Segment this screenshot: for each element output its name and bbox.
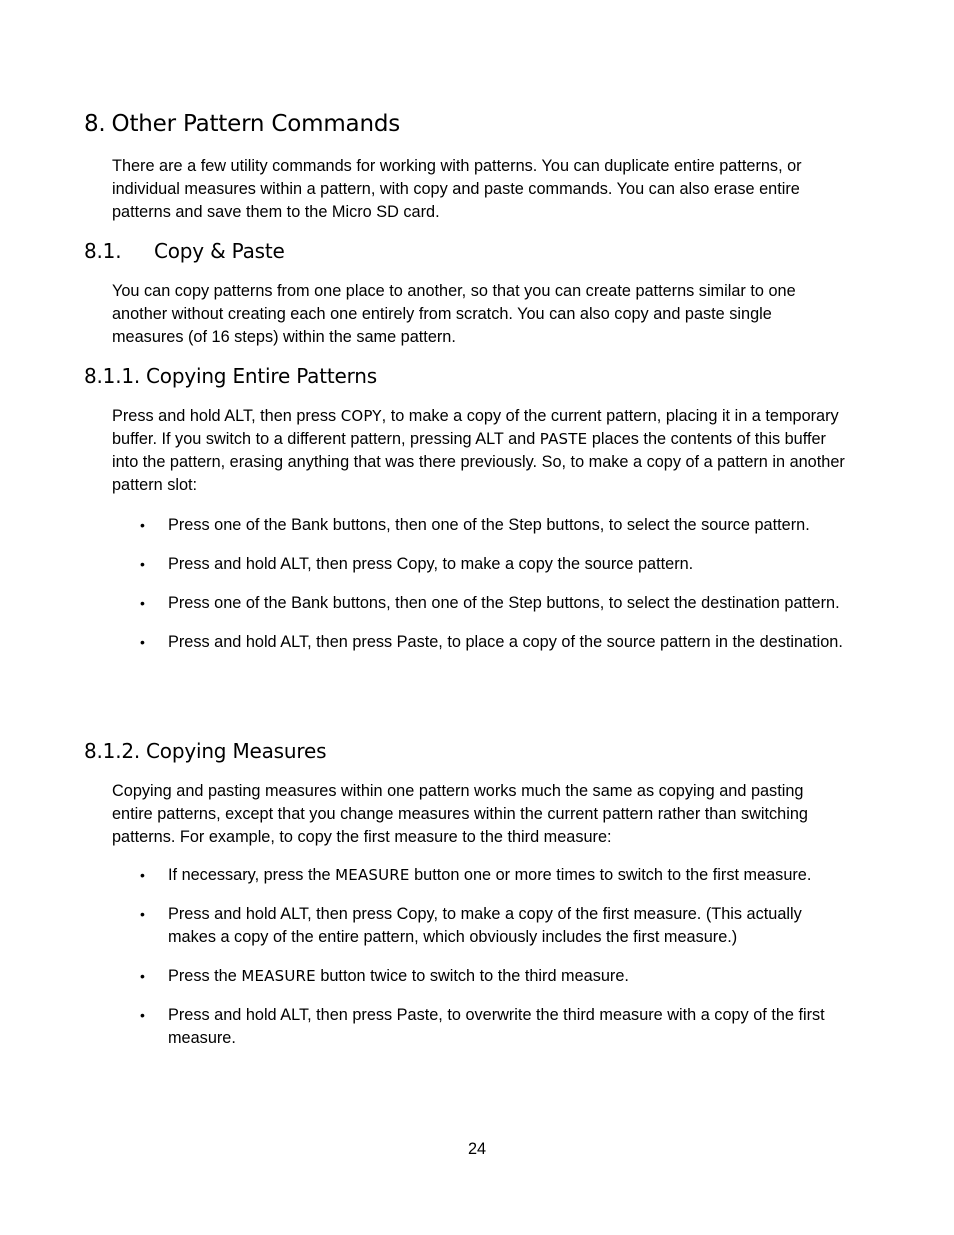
paste-button-name: PASTE [539, 430, 588, 448]
section-heading [84, 109, 400, 139]
list-item-text: Press and hold ALT, then press Paste, to place a copy of the source pattern in the destination. [168, 633, 843, 651]
subsection-heading-copying-measures [84, 738, 326, 764]
measure-button-name: MEASURE [241, 967, 316, 985]
list-item [112, 553, 847, 576]
bullet-icon: • [140, 556, 145, 572]
copying-measures-intro: Copying and pasting measures within one pattern works much the same as copying and pasting entire patterns, except that you change measures within the current pattern rather than switching patterns. For example, to copy the first measure to the third measure: [112, 782, 808, 846]
intro-text: , to make a copy of the current pattern, placing it in a temporary buffer. If you switch to a different pattern, pressing ALT and [112, 407, 839, 448]
copying-measures-steps [112, 864, 847, 1050]
subsection-heading-copying-entire [84, 363, 377, 389]
list-item [112, 864, 847, 887]
subsection-number: 8.1.1. [84, 364, 141, 388]
list-item-text: Press one of the Bank buttons, then one of the Step buttons, to select the source pattern. [168, 516, 810, 534]
bullet-icon: • [140, 906, 145, 922]
list-item-text: button twice to switch to the third measure. [315, 967, 629, 985]
subsection-heading-copy-paste [84, 238, 285, 264]
list-item [112, 514, 847, 537]
subsection-number: 8.1.2. [84, 739, 141, 763]
subsection-title: Copying Measures [146, 739, 327, 763]
bullet-icon: • [140, 595, 145, 611]
intro-text: Press and hold ALT, then press [112, 407, 341, 425]
bullet-icon: • [140, 634, 145, 650]
bullet-icon: • [140, 968, 145, 984]
list-item [112, 1004, 847, 1050]
list-item-text: Press and hold ALT, then press Copy, to make a copy of the first measure. (This actually makes a copy of the entire pattern, which obviously includes the first measure.) [168, 905, 802, 946]
section-title: Other Pattern Commands [111, 111, 401, 137]
list-item [112, 965, 847, 988]
list-item-text: Press and hold ALT, then press Paste, to overwrite the third measure with a copy of the first measure. [168, 1006, 825, 1047]
section-intro: There are a few utility commands for working with patterns. You can duplicate entire patterns, or individual measures within a pattern, with copy and paste commands. You can also erase entire patterns and save them to the Micro SD card. [112, 157, 802, 221]
copying-entire-intro [112, 405, 847, 497]
list-item-text: If necessary, press the [168, 866, 336, 884]
copy-button-name: COPY [340, 407, 382, 425]
measure-button-name: MEASURE [335, 866, 410, 884]
list-item [112, 903, 847, 949]
bullet-icon: • [140, 517, 145, 533]
subsection-title: Copy & Paste [154, 239, 285, 263]
bullet-icon: • [140, 867, 145, 883]
section-number: 8. [84, 111, 106, 137]
subsection-title: Copying Entire Patterns [146, 364, 377, 388]
subsection-number: 8.1. [84, 239, 122, 263]
bullet-icon: • [140, 1007, 145, 1023]
copying-entire-steps [112, 514, 847, 654]
list-item-text: Press one of the Bank buttons, then one of the Step buttons, to select the destination pattern. [168, 594, 840, 612]
list-item-text: Press and hold ALT, then press Copy, to make a copy the source pattern. [168, 555, 694, 573]
list-item-text: button one or more times to switch to the first measure. [409, 866, 812, 884]
copy-paste-intro: You can copy patterns from one place to another, so that you can create patterns similar to one another without creating each one entirely from scratch. You can also copy and paste single measures (of 16 steps) within the same pattern. [112, 282, 796, 346]
list-item [112, 592, 847, 615]
list-item-text: Press the [168, 967, 242, 985]
page-number: 24 [467, 1140, 487, 1158]
list-item [112, 631, 847, 654]
intro-text: places the contents of this buffer into the pattern, erasing anything that was there previously. So, to make a copy of a pattern in another pattern slot: [112, 430, 845, 494]
